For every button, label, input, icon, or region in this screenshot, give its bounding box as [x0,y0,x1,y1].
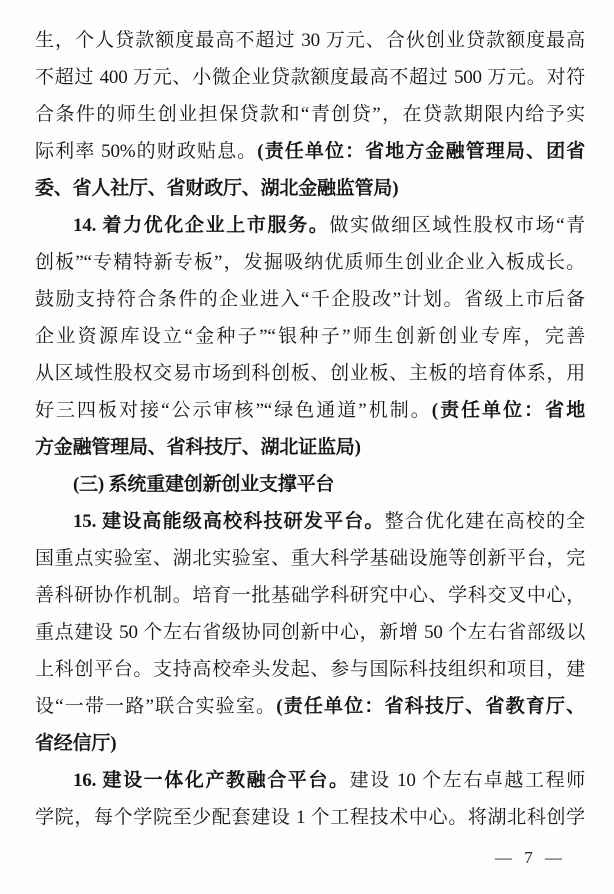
text-segment-normal: 建设 10 个左右卓越工程师 [349,770,585,791]
text-line [35,614,585,651]
text-segment-duty: 委、省人社厅、省财政厅、湖北金融监管局) [35,178,399,199]
text-segment-normal: 善科研协作机制。培育一批基础学科研究中心、学科交叉中心， [35,585,585,606]
text-segment-normal: 整合优化建在高校的全 [384,511,585,532]
text-line [35,170,585,207]
text-line [35,540,585,577]
text-line [35,466,585,503]
text-line [35,59,585,96]
text-line [35,429,585,466]
text-line [35,577,585,614]
text-line [35,244,585,281]
text-segment-duty: (责任单位：省地 [431,400,585,421]
text-segment-duty: 方金融管理局、省科技厅、湖北证监局) [35,437,361,458]
text-segment-normal: 好三四板对接“公示审核”“绿色通道”机制。 [35,400,432,421]
text-line [35,762,585,799]
text-segment-normal: 合条件的师生创业担保贷款和“青创贷”，在贷款期限内给予实 [35,104,585,125]
text-line [35,281,585,318]
text-line [35,22,585,59]
text-segment-heading: (三) 系统重建创新创业支撑平台 [73,474,335,495]
text-line [35,651,585,688]
text-line [35,503,585,540]
text-line [35,688,585,725]
text-line [35,207,585,244]
text-segment-duty: (责任单位：省地方金融管理局、团省 [257,141,585,162]
text-segment-normal: 创板”“专精特新专板”，发掘吸纳优质师生创业企业入板成长。 [35,252,585,273]
text-line [35,392,585,429]
text-line [35,355,585,392]
text-segment-duty: (责任单位：省科技厅、省教育厅、 [276,696,585,717]
text-segment-normal: 企业资源库设立“金种子”“银种子”师生创新创业专库，完善 [35,326,585,347]
text-line [35,96,585,133]
text-segment-lead: 15. 建设高能级高校科技研发平台。 [73,511,385,532]
text-segment-normal: 际利率 50%的财政贴息。 [35,141,258,162]
text-segment-normal: 学院，每个学院至少配套建设 1 个工程技术中心。将湖北科创学 [35,807,585,828]
text-line [35,133,585,170]
text-segment-normal: 上科创平台。支持高校牵头发起、参与国际科技组织和项目，建 [35,659,585,680]
text-segment-normal: 生，个人贷款额度最高不超过 30 万元、合伙创业贷款额度最高 [35,30,585,51]
text-line [35,799,585,836]
text-segment-normal: 鼓励支持符合条件的企业进入“千企股改”计划。省级上市后备 [35,289,585,310]
text-line [35,725,585,762]
text-segment-lead: 14. 着力优化企业上市服务。 [73,215,330,236]
text-segment-normal: 从区域性股权交易市场到科创板、创业板、主板的培育体系，用 [35,363,585,384]
text-segment-normal: 国重点实验室、湖北实验室、重大科学基础设施等创新平台，完 [35,548,585,569]
page-number: — 7 — [495,848,566,867]
text-segment-normal: 不超过 400 万元、小微企业贷款额度最高不超过 500 万元。对符 [35,67,585,88]
text-segment-normal: 做实做细区域性股权市场“青 [329,215,585,236]
text-segment-lead: 16. 建设一体化产教融合平台。 [73,770,350,791]
text-segment-normal: 重点建设 50 个左右省级协同创新中心，新增 50 个左右省部级以 [35,622,585,643]
text-segment-normal: 设“一带一路”联合实验室。 [35,696,277,717]
text-segment-duty: 省经信厅) [35,733,117,754]
document-body [35,22,585,836]
text-line [35,318,585,355]
